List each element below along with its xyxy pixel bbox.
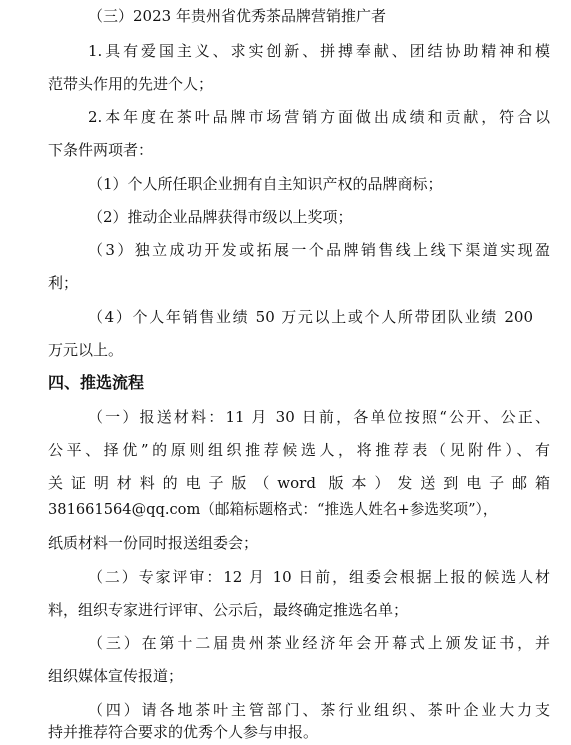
procedure-1-line5: 纸质材料一份同时报送组委会； [48, 534, 259, 552]
section3-item2-line2: 下条件两项者： [48, 141, 154, 159]
procedure-1-line3: 关证明材料的电子版（word 版本）发送到电子邮箱 [48, 474, 550, 492]
procedure-1-line2: 公平、择优”的原则组织推荐候选人，将推荐表（见附件）、有 [48, 441, 550, 459]
procedure-1-line4: 381661564@qq.com（邮箱标题格式：“推选人姓名+参选奖项”）， [48, 501, 498, 518]
section3-item2-line1: 2.本年度在茶叶品牌市场营销方面做出成绩和贡献，符合以 [88, 108, 550, 126]
section3-title: （三）2023 年贵州省优秀茶品牌营销推广者 [88, 7, 386, 25]
condition-3-line2: 利； [48, 274, 79, 292]
procedure-2-line2: 料，组织专家进行评审、公示后，最终确定推选名单； [48, 601, 409, 619]
condition-4-line1: （4）个人年销售业绩 50 万元以上或个人所带团队业绩 200 [88, 308, 533, 326]
condition-1: （1）个人所任职企业拥有自主知识产权的品牌商标； [88, 175, 443, 193]
procedure-4-line1: （四）请各地茶叶主管部门、茶行业组织、茶叶企业大力支 [88, 701, 550, 719]
procedure-3-line1: （三）在第十二届贵州茶业经济年会开幕式上颁发证书，并 [88, 634, 550, 652]
procedure-1-line1: （一）报送材料：11 月 30 日前，各单位按照“公开、公正、 [88, 408, 550, 426]
section4-heading: 四、推选流程 [48, 373, 145, 392]
procedure-4-line2: 持并推荐符合要求的优秀个人参与申报。 [48, 723, 319, 741]
section3-item1-line1: 1.具有爱国主义、求实创新、拼搏奉献、团结协助精神和模 [88, 42, 550, 60]
procedure-3-line2: 组织媒体宣传报道； [48, 667, 184, 685]
condition-2: （2）推动企业品牌获得市级以上奖项； [88, 208, 353, 226]
procedure-2-line1: （二）专家评审：12 月 10 日前，组委会根据上报的候选人材 [88, 568, 550, 586]
condition-3-line1: （3）独立成功开发或拓展一个品牌销售线上线下渠道实现盈 [88, 241, 550, 259]
condition-4-line2: 万元以上。 [48, 341, 124, 359]
section3-item1-line2: 范带头作用的先进个人； [48, 75, 214, 93]
